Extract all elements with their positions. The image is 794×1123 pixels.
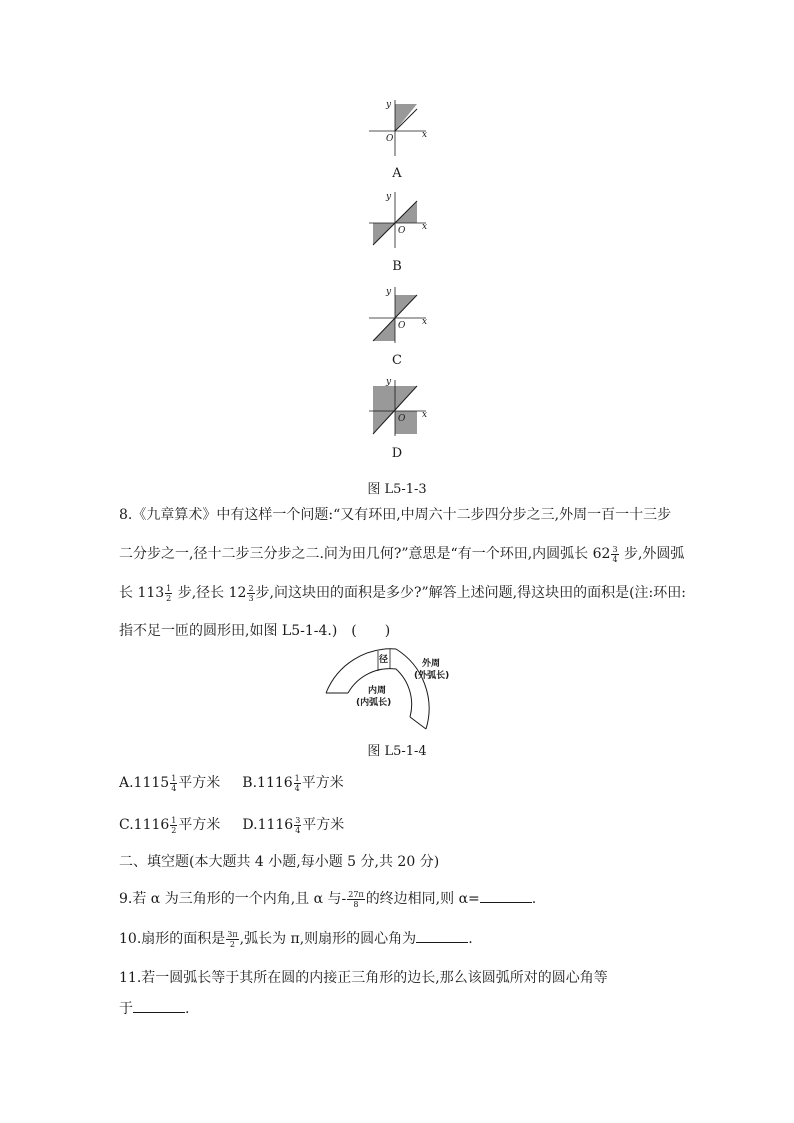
q10-text-b: ,弧长为 π,则扇形的圆心角为 (239, 931, 417, 947)
jing-label: 径 (379, 655, 389, 665)
origin-label: O (398, 414, 406, 424)
fraction-denominator: 4 (612, 554, 618, 564)
answer-blank[interactable] (133, 998, 185, 1013)
q8-line-3-c: 步,问这块田的面积是多少?”解答上述问题,得这块田的面积是(注:环田: (255, 585, 686, 601)
x-axis-label: x (422, 317, 428, 327)
x-axis-label: x (422, 410, 428, 420)
q10-text-a: 10.扇形的面积是 (119, 931, 226, 947)
fraction (247, 584, 254, 603)
choice-a-prefix: A.1115 (119, 775, 170, 791)
option-b-label: B (392, 259, 402, 274)
fraction-numerator: 3 (295, 815, 301, 825)
q8-choices-row-1 (119, 773, 344, 793)
fraction (294, 774, 301, 793)
q11-end: . (185, 1001, 190, 1017)
option-c-graph (364, 285, 430, 345)
figure-caption-l5-1-4: 图 L5-1-4 (367, 744, 427, 759)
outer-arc-length-label: (外弧长) (414, 671, 450, 681)
fraction-numerator: 3 (612, 544, 618, 554)
choice-c-unit: 平方米 (178, 817, 221, 833)
fraction (170, 774, 177, 793)
q8-line-2-text: 二分步之一,径十二步三分步之二.问为田几何?”意思是“有一个环田,内圆弧长 62 (119, 546, 611, 562)
choice-c[interactable] (119, 817, 220, 833)
q8-line-1: 8.《九章算术》中有这样一个问题:“又有环田,中周六十二步四分步之三,外周一百一十三步 (119, 507, 672, 523)
fraction-denominator: 2 (166, 593, 172, 603)
fraction-numerator: 1 (166, 583, 172, 593)
fraction (611, 545, 618, 564)
right-radius-edge (410, 717, 426, 729)
q8-line-4: 指不足一匝的圆形田,如图 L5-1-4.) ( ) (119, 623, 391, 639)
section-heading-fill-in: 二、填空题(本大题共 4 小题,每小题 5 分,共 20 分) (119, 854, 440, 870)
fraction (170, 816, 177, 835)
q8-choices-row-2 (119, 815, 344, 835)
fraction-numerator: 1 (171, 773, 177, 783)
q10 (119, 928, 473, 949)
x-axis-label: x (422, 130, 428, 140)
q8-line-3-a: 长 113 (119, 585, 165, 601)
fraction-numerator: 1 (171, 815, 177, 825)
x-axis-label: x (422, 222, 428, 232)
figure-caption-l5-1-3: 图 L5-1-3 (367, 482, 427, 497)
q9-text-a: 9.若 α 为三角形的一个内角,且 α 与- (119, 891, 347, 907)
q8-line-3-b: 步,径长 12 (173, 585, 247, 601)
option-a-label: A (392, 166, 402, 181)
fraction-numerator: 27π (348, 889, 364, 899)
fraction (226, 930, 238, 949)
inner-perimeter-label: 内周 (368, 686, 387, 696)
q11-line-2 (119, 998, 189, 1019)
option-b-graph (364, 190, 430, 250)
option-d-graph (364, 378, 430, 438)
answer-blank[interactable] (480, 888, 532, 903)
fraction-denominator: 2 (171, 825, 177, 835)
choice-b[interactable] (242, 775, 343, 791)
y-axis-label: y (386, 192, 392, 202)
choice-b-prefix: B.1116 (242, 775, 293, 791)
ring-field-figure (318, 645, 478, 735)
q8-line-3 (119, 583, 686, 603)
origin-label: O (386, 134, 394, 144)
fraction-denominator: 4 (171, 783, 177, 793)
q9 (119, 888, 536, 909)
origin-label: O (398, 226, 406, 236)
fraction-denominator: 8 (353, 899, 359, 909)
option-d-label: D (391, 446, 403, 461)
option-c-label: C (392, 353, 402, 368)
fraction-numerator: 2 (248, 583, 254, 593)
q11-text: 于 (119, 1001, 133, 1017)
y-axis-label: y (386, 287, 392, 297)
q8-line-2-tail: 步,外圆弧 (619, 546, 685, 562)
option-a-graph (364, 98, 430, 158)
fraction-denominator: 2 (229, 939, 235, 949)
choice-c-prefix: C.1116 (119, 817, 170, 833)
y-axis-label: y (386, 100, 392, 110)
fraction-denominator: 4 (295, 825, 301, 835)
q8-line-2 (119, 544, 684, 564)
answer-blank[interactable] (416, 928, 468, 943)
origin-label: O (398, 321, 406, 331)
fraction-numerator: 1 (294, 773, 300, 783)
fraction-numerator: 3π (227, 929, 238, 939)
choice-d-unit: 平方米 (302, 817, 345, 833)
choice-a[interactable] (119, 775, 220, 791)
choice-d[interactable] (242, 817, 344, 833)
fraction-denominator: 4 (294, 783, 300, 793)
shaded-region-q2 (373, 386, 395, 411)
shaded-region (395, 104, 417, 131)
q9-text-b: 的终边相同,则 α= (365, 891, 480, 907)
fraction (165, 584, 172, 603)
fraction (294, 816, 301, 835)
choice-b-unit: 平方米 (301, 775, 344, 791)
y-axis-label: y (386, 378, 392, 387)
choice-d-prefix: D.1116 (242, 817, 294, 833)
q9-end: . (531, 891, 537, 907)
fraction (347, 890, 364, 909)
q10-end: . (468, 931, 473, 947)
fraction-denominator: 3 (248, 593, 254, 603)
inner-arc-length-label: (内弧长) (356, 698, 392, 708)
choice-a-unit: 平方米 (178, 775, 221, 791)
q11-line-1: 11.若一圆弧长等于其所在圆的内接正三角形的边长,那么该圆弧所对的圆心角等 (119, 970, 608, 986)
outer-perimeter-label: 外周 (422, 659, 441, 669)
